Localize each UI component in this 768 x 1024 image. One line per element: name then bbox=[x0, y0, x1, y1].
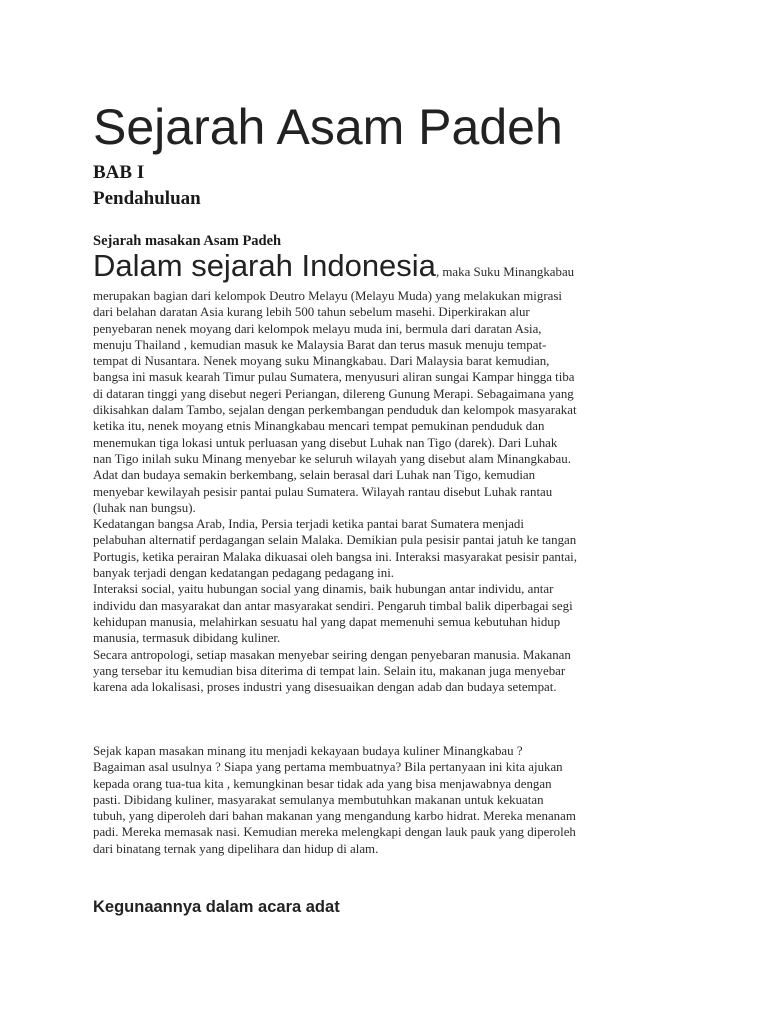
body-lines bbox=[93, 288, 683, 695]
paragraph-text-line: padi. Mereka memasak nasi. Kemudian mereka melengkapi dengan lauk pauk yang diperoleh bbox=[93, 825, 576, 840]
body-text-line: Portugis, ketika perairan Malaka dikuasai oleh bangsa ini. Interaksi masyarakat pesisir pantai, bbox=[93, 549, 577, 564]
body-text-line: Kedatangan bangsa Arab, India, Persia terjadi ketika pantai barat Sumatera menjadi bbox=[93, 517, 524, 532]
body-paragraphs bbox=[93, 248, 683, 695]
body-text-line: bangsa ini masuk kearah Timur pulau Sumatera, menyusuri aliran sungai Kampar hingga tiba bbox=[93, 370, 575, 385]
body-text-line: menyebar kewilayah pesisir pantai pulau Sumatera. Wilayah rantau disebut Luhak rantau bbox=[93, 484, 553, 499]
body-text-line: menemukan tiga lokasi untuk perluasan yang disebut Luhak nan Tigo (darek). Dari Luhak bbox=[93, 435, 558, 450]
body-text-line: tempat di Nusantara. Nenek moyang suku Minangkabau. Dari Malaysia barat kemudian, bbox=[93, 354, 550, 369]
lead-line bbox=[93, 248, 683, 288]
body-text-line: nan Tigo inilah suku Minang menyebar ke seluruh wilayah yang disebut alam Minangkabau. bbox=[93, 451, 571, 466]
body-text-line: kehidupan manusia, melahirkan sesuatu hal yang dapat memenuhi semua kebutuhan hidup bbox=[93, 614, 561, 629]
paragraph-text-line: dari binatang ternak yang dipelihara dan hidup di alam. bbox=[93, 841, 379, 856]
second-paragraph bbox=[93, 743, 683, 857]
body-text-line: menuju Thailand , kemudian masuk ke Malaysia Barat dan terus masuk menuju tempat- bbox=[93, 337, 547, 352]
paragraph-text-line: Bagaiman asal usulnya ? Siapa yang pertama membuatnya? Bila pertanyaan ini kita ajukan bbox=[93, 760, 563, 775]
paragraph-text-line: kepada orang tua-tua kita , kemungkinan besar tidak ada yang bisa menjawabnya dengan bbox=[93, 776, 552, 791]
paragraph-text-line: pasti. Dibidang kuliner, masyarakat semulanya membutuhkan makanan untuk kekuatan bbox=[93, 792, 544, 807]
body-text-line: pelabuhan alternatif perdagangan selain Malaka. Demikian pula pesisir pantai jatuh ke tangan bbox=[93, 533, 577, 548]
section-heading: Kegunaannya dalam acara adat bbox=[93, 898, 340, 916]
lead-rest-text: , maka Suku Minangkabau bbox=[435, 265, 575, 279]
paragraph-text-line: Sejak kapan masakan minang itu menjadi kekayaan budaya kuliner Minangkabau ? bbox=[93, 744, 523, 758]
body-text-line: karena ada lokalisasi, proses industri yang disesuaikan dengan adab dan budaya setempat. bbox=[93, 680, 557, 695]
body-text-line: Interaksi social, yaitu hubungan social yang dinamis, baik hubungan antar individu, antar bbox=[93, 582, 554, 597]
body-text-line: individu dan masyarakat dan antar masyarakat sendiri. Pengaruh timbal balik diperbagai segi bbox=[93, 598, 573, 613]
document-title: Sejarah Asam Padeh bbox=[93, 99, 563, 155]
body-text-line: Secara antropologi, setiap masakan menyebar seiring dengan penyebaran manusia. Makanan bbox=[93, 647, 571, 662]
body-text-line: dari belahan daratan Asia kurang lebih 500 tahun sebelum masehi. Diperkirakan alur bbox=[93, 305, 530, 320]
body-text-line: merupakan bagian dari kelompok Deutro Melayu (Melayu Muda) yang melakukan migrasi bbox=[93, 289, 562, 303]
body-text-line: di dataran tinggi yang disebut negeri Periangan, dilereng Gunung Merapi. Sebagaimana yang bbox=[93, 386, 574, 401]
body-text-line: penyebaran nenek moyang dari kelompok melayu muda ini, bermula dari daratan Asia, bbox=[93, 321, 542, 336]
body-text-line: (luhak nan bungsu). bbox=[93, 500, 196, 515]
body-text-line: dikisahkan dalam Tambo, sejalan dengan perkembangan penduduk dan kelompok masyarakat bbox=[93, 403, 577, 418]
body-text-line: banyak terjadi dengan kedatangan pedagang pedagang ini. bbox=[93, 566, 395, 581]
body-text-line: Adat dan budaya semakin berkembang, selain berasal dari Luhak nan Tigo, kemudian bbox=[93, 468, 536, 483]
paragraph-text-line: tubuh, yang diperoleh dari bahan makanan yang mengandung karbo hidrat. Mereka menanam bbox=[93, 809, 576, 824]
body-text-line: manusia, termasuk dibidang kuliner. bbox=[93, 631, 281, 646]
body-text-line: yang tersebar itu kemudian bisa diterima di tempat lain. Selain itu, makanan juga menyebar bbox=[93, 663, 566, 678]
section-subheading: Sejarah masakan Asam Padeh bbox=[93, 233, 282, 249]
chapter-title: Pendahuluan bbox=[93, 188, 201, 209]
chapter-number: BAB I bbox=[93, 162, 145, 183]
body-text-line: ketika itu, nenek moyang etnis Minangkabau mencari tempat pemukinan penduduk dan bbox=[93, 419, 545, 434]
lead-large-text: Dalam sejarah Indonesia bbox=[93, 248, 436, 283]
